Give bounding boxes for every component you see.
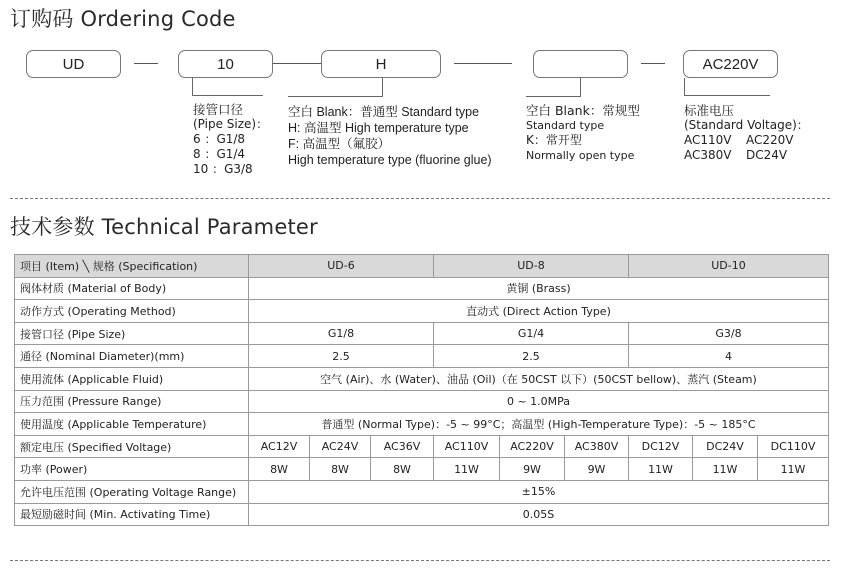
voltage-option: AC220V <box>746 133 794 147</box>
row-value: DC24V <box>693 435 758 458</box>
table-row <box>15 345 829 368</box>
code-box-type: H <box>321 50 441 78</box>
row-label: 通径 (Nominal Diameter)(mm) <box>15 345 249 368</box>
row-label: 额定电压 (Specified Voltage) <box>15 435 249 458</box>
voltage-row <box>684 148 809 163</box>
voltage-bracket <box>684 78 770 96</box>
operation-line: K：常开型 <box>526 133 582 147</box>
type-line: F: 高温型（氟胶） <box>288 137 391 151</box>
voltage-subtitle: (Standard Voltage)： <box>684 118 809 132</box>
row-value: 11W <box>434 458 500 481</box>
row-value: 8W <box>371 458 434 481</box>
row-value: AC24V <box>310 435 371 458</box>
table-header-row <box>15 255 829 278</box>
code-box-voltage: AC220V <box>683 50 778 78</box>
spec-table <box>14 254 829 526</box>
row-value: G1/4 <box>434 322 629 345</box>
code-separator <box>454 63 512 64</box>
voltage-option: AC110V <box>684 133 732 147</box>
row-value: DC12V <box>629 435 693 458</box>
table-row <box>15 480 829 503</box>
row-value: 2.5 <box>249 345 434 368</box>
type-line: H: 高温型 High temperature type <box>288 121 469 135</box>
voltage-note <box>684 103 809 163</box>
header-model: UD-8 <box>434 255 629 278</box>
row-value: DC110V <box>758 435 829 458</box>
table-row <box>15 322 829 345</box>
code-box-series: UD <box>26 50 121 78</box>
operation-connector <box>580 78 581 96</box>
table-row <box>15 458 829 481</box>
header-label: 项目 (Item) ╲ 规格 (Specification) <box>15 255 249 278</box>
row-value: G3/8 <box>629 322 829 345</box>
table-row <box>15 413 829 436</box>
pipe-size-title: 接管口径 <box>193 102 244 117</box>
row-value: 黄铜 (Brass) <box>249 277 829 300</box>
voltage-option: AC380V <box>684 148 732 162</box>
operation-note <box>526 103 640 163</box>
row-label: 最短励磁时间 (Min. Activating Time) <box>15 503 249 526</box>
row-value: 0 ~ 1.0MPa <box>249 390 829 413</box>
row-value: AC110V <box>434 435 500 458</box>
table-row <box>15 277 829 300</box>
code-box-pipe-size: 10 <box>178 50 273 78</box>
type-note <box>288 104 492 168</box>
code-separator <box>134 63 158 64</box>
row-value: AC220V <box>500 435 565 458</box>
code-separator <box>641 63 665 64</box>
table-row <box>15 367 829 390</box>
row-value: 0.05S <box>249 503 829 526</box>
pipe-size-subtitle: (Pipe Size)： <box>193 117 269 131</box>
row-value: G1/8 <box>249 322 434 345</box>
section-divider <box>10 198 830 199</box>
row-value: 空气 (Air)、水 (Water)、油品 (Oil)（在 50CST 以下）(50CST bellow)、蒸汽 (Steam) <box>249 367 829 390</box>
row-value: 11W <box>693 458 758 481</box>
row-label: 使用温度 (Applicable Temperature) <box>15 413 249 436</box>
row-label: 使用流体 (Applicable Fluid) <box>15 367 249 390</box>
ordering-code-title: 订购码 Ordering Code <box>10 7 236 31</box>
table-row <box>15 300 829 323</box>
voltage-title: 标准电压 <box>684 103 735 118</box>
code-separator <box>273 63 321 64</box>
type-connector <box>382 78 383 96</box>
operation-line: Normally open type <box>526 149 635 162</box>
pipe-size-option: 10 ：G3/8 <box>193 162 253 176</box>
row-label: 动作方式 (Operating Method) <box>15 300 249 323</box>
code-box-operation <box>533 50 628 78</box>
operation-bracket <box>526 96 581 97</box>
row-value: 4 <box>629 345 829 368</box>
type-line: 空白 Blank：普通型 Standard type <box>288 105 480 119</box>
row-value: 8W <box>249 458 310 481</box>
type-line: High temperature type (fluorine glue) <box>288 153 492 167</box>
table-row <box>15 503 829 526</box>
row-value: 直动式 (Direct Action Type) <box>249 300 829 323</box>
pipe-size-option: 6 ：G1/8 <box>193 132 246 146</box>
technical-parameter-title: 技术参数 Technical Parameter <box>10 215 318 239</box>
type-bracket <box>288 96 383 97</box>
row-label: 压力范围 (Pressure Range) <box>15 390 249 413</box>
row-value: 9W <box>565 458 629 481</box>
row-value: AC12V <box>249 435 310 458</box>
pipe-size-option: 8 ：G1/4 <box>193 147 246 161</box>
table-row <box>15 435 829 458</box>
row-value: 11W <box>629 458 693 481</box>
header-model: UD-6 <box>249 255 434 278</box>
voltage-option: DC24V <box>746 148 788 162</box>
pipe-size-note <box>193 102 268 177</box>
row-value: AC36V <box>371 435 434 458</box>
row-label: 接管口径 (Pipe Size) <box>15 322 249 345</box>
pipe-size-bracket <box>192 78 263 96</box>
table-row <box>15 390 829 413</box>
row-value: 2.5 <box>434 345 629 368</box>
row-label: 功率 (Power) <box>15 458 249 481</box>
operation-line: 空白 Blank：常规型 <box>526 103 640 118</box>
operation-line: Standard type <box>526 119 605 132</box>
row-value: 11W <box>758 458 829 481</box>
section-divider <box>10 560 830 561</box>
row-label: 允许电压范围 (Operating Voltage Range) <box>15 480 249 503</box>
header-model: UD-10 <box>629 255 829 278</box>
voltage-row <box>684 133 809 148</box>
row-label: 阀体材质 (Material of Body) <box>15 277 249 300</box>
row-value: 普通型 (Normal Type)：-5 ~ 99°C；高温型 (High-Temperature Type)：-5 ~ 185°C <box>249 413 829 436</box>
row-value: ±15% <box>249 480 829 503</box>
row-value: 8W <box>310 458 371 481</box>
row-value: AC380V <box>565 435 629 458</box>
row-value: 9W <box>500 458 565 481</box>
